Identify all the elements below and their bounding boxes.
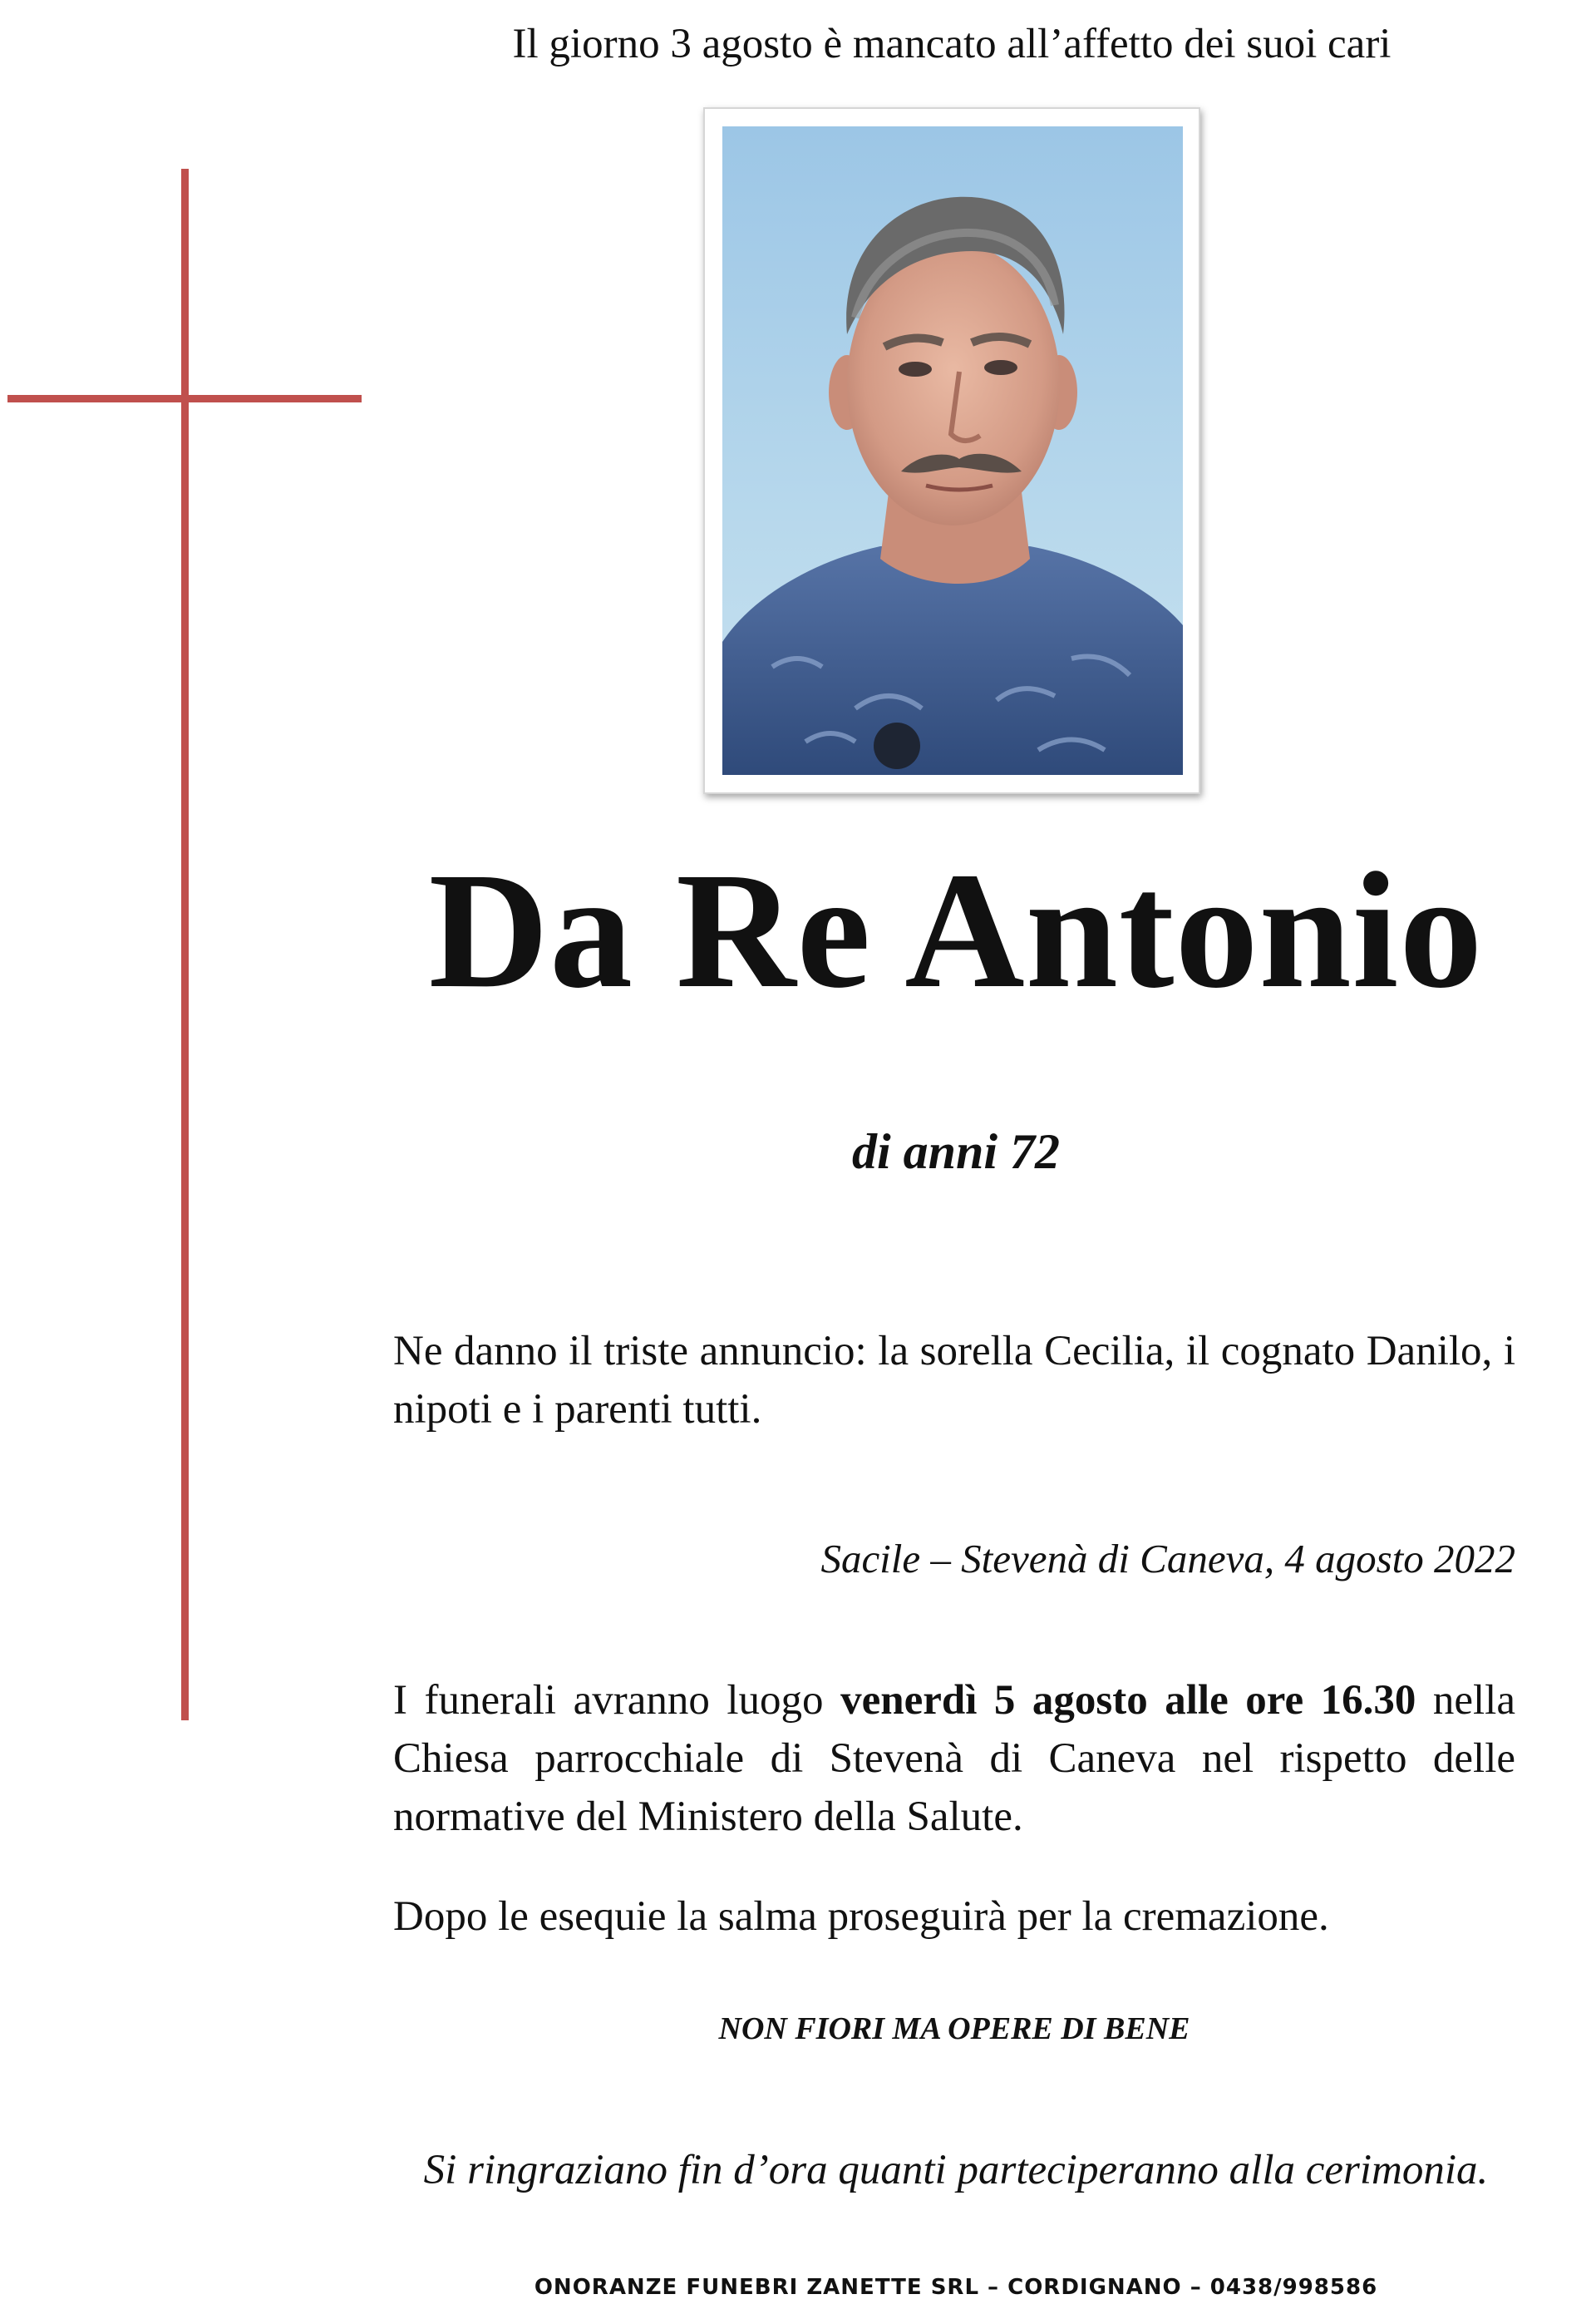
cross-icon-horizontal-bar [7, 395, 362, 402]
portrait-photo [722, 126, 1183, 775]
deceased-name: Da Re Antonio [428, 839, 1484, 1023]
funeral-date-time: venerdì 5 agosto alle ore 16.30 [840, 1677, 1416, 1724]
funeral-text-after: nella Chiesa parrocchiale di Stevenà di Caneva nel rispetto delle normative del Ministero della Salute. [393, 1677, 1515, 1840]
deceased-age: di anni 72 [851, 1124, 1061, 1179]
announcement-paragraph: Ne danno il triste annuncio: la sorella Cecilia, il cognato Danilo, i nipoti e i parenti tutti. [393, 1328, 1515, 1433]
no-flowers-note: NON FIORI MA OPERE DI BENE [718, 2011, 1190, 2046]
cremation-paragraph: Dopo le esequie la salma proseguirà per la cremazione. [393, 1893, 1329, 1940]
intro-line: Il giorno 3 agosto è mancato all’affetto dei suoi cari [512, 21, 1392, 67]
funeral-text-before: I funerali avranno luogo [393, 1677, 841, 1724]
portrait-frame [703, 107, 1200, 794]
place-date: Sacile – Stevenà di Caneva, 4 agosto 2022 [820, 1536, 1515, 1581]
funeral-home-footer: ONORANZE FUNEBRI ZANETTE SRL – CORDIGNANO – 0438/998586 [534, 2275, 1378, 2300]
thanks-line: Si ringraziano fin d’ora quanti parteciperanno alla cerimonia. [423, 2147, 1489, 2193]
funeral-paragraph [393, 1671, 1515, 1846]
